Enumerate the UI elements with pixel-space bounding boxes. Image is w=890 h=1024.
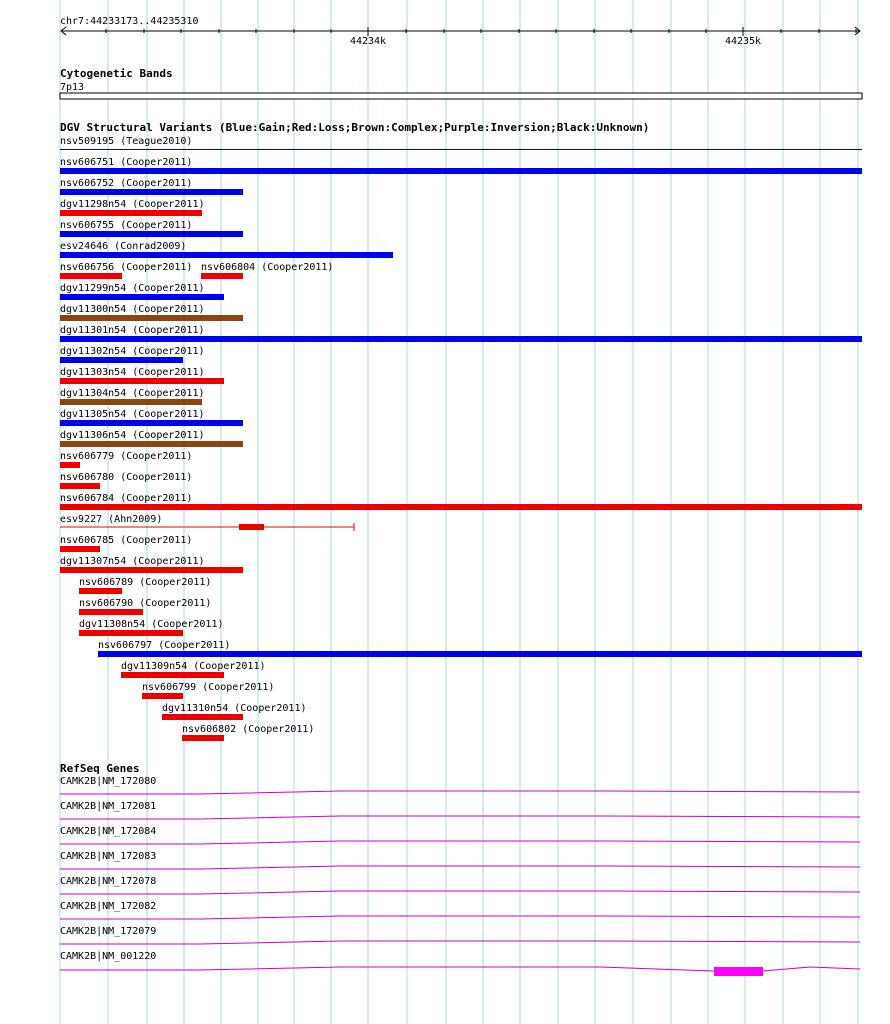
dgv-feature[interactable] bbox=[60, 346, 205, 363]
refseq-transcript-label: CAMK2B|NM_172078 bbox=[60, 876, 157, 887]
dgv-feature-label: nsv606755 (Cooper2011) bbox=[60, 220, 193, 231]
dgv-feature-label: dgv11307n54 (Cooper2011) bbox=[60, 556, 205, 567]
dgv-feature[interactable] bbox=[60, 409, 243, 426]
dgv-feature[interactable] bbox=[60, 430, 243, 447]
dgv-feature-bar bbox=[60, 441, 243, 447]
ruler-tick-label: 44235k bbox=[724, 36, 762, 47]
dgv-feature-label: nsv606799 (Cooper2011) bbox=[142, 682, 275, 693]
dgv-feature[interactable] bbox=[60, 535, 192, 552]
dgv-feature[interactable] bbox=[79, 577, 211, 594]
dgv-feature-bar bbox=[60, 252, 393, 258]
dgv-feature-label: dgv11302n54 (Cooper2011) bbox=[60, 346, 205, 357]
ruler-position-label: chr7:44233173..44235310 bbox=[60, 16, 199, 27]
dgv-feature-label: dgv11309n54 (Cooper2011) bbox=[121, 661, 266, 672]
dgv-feature-bar bbox=[60, 273, 122, 279]
dgv-feature-bar bbox=[60, 336, 862, 342]
cytoband-track-title: Cytogenetic Bands bbox=[60, 67, 173, 80]
dgv-feature-bar bbox=[60, 462, 80, 468]
cytoband-label: 7p13 bbox=[60, 82, 85, 93]
dgv-features bbox=[60, 136, 862, 741]
dgv-feature-bar bbox=[60, 231, 243, 237]
dgv-feature[interactable] bbox=[60, 514, 354, 531]
dgv-feature-label: dgv11304n54 (Cooper2011) bbox=[60, 388, 205, 399]
refseq-track-title: RefSeq Genes bbox=[60, 762, 140, 775]
dgv-feature-bar bbox=[60, 546, 100, 552]
dgv-feature-label: nsv606797 (Cooper2011) bbox=[98, 640, 231, 651]
dgv-feature-bar bbox=[182, 735, 224, 741]
dgv-feature-bar bbox=[60, 315, 243, 321]
refseq-transcript[interactable] bbox=[60, 926, 860, 944]
refseq-intron-line bbox=[60, 866, 860, 869]
refseq-intron-line bbox=[60, 841, 860, 844]
dgv-feature-bar bbox=[79, 609, 143, 615]
dgv-feature[interactable] bbox=[79, 598, 211, 615]
refseq-transcript[interactable] bbox=[60, 776, 860, 794]
dgv-feature-bar bbox=[60, 149, 862, 150]
dgv-track bbox=[60, 121, 862, 741]
refseq-transcript-label: CAMK2B|NM_172081 bbox=[60, 801, 157, 812]
dgv-feature[interactable] bbox=[60, 388, 205, 405]
dgv-feature[interactable] bbox=[60, 157, 862, 174]
dgv-feature[interactable] bbox=[60, 136, 862, 150]
dgv-feature[interactable] bbox=[60, 283, 224, 300]
dgv-feature-label: nsv606784 (Cooper2011) bbox=[60, 493, 193, 504]
dgv-feature-label: dgv11306n54 (Cooper2011) bbox=[60, 430, 205, 441]
dgv-feature[interactable] bbox=[79, 619, 224, 636]
dgv-feature[interactable] bbox=[201, 262, 333, 279]
cytoband-track bbox=[60, 67, 862, 99]
refseq-features bbox=[60, 776, 860, 976]
refseq-exon-block bbox=[714, 967, 763, 976]
dgv-feature-bar bbox=[60, 504, 862, 510]
dgv-feature[interactable] bbox=[60, 451, 192, 468]
refseq-transcript[interactable] bbox=[60, 851, 860, 869]
refseq-intron-line bbox=[60, 916, 860, 919]
dgv-feature-bar bbox=[60, 567, 243, 573]
refseq-track bbox=[60, 762, 860, 976]
dgv-feature-bar bbox=[60, 483, 100, 489]
dgv-feature-label: dgv11300n54 (Cooper2011) bbox=[60, 304, 205, 315]
dgv-feature-bar bbox=[162, 714, 243, 720]
dgv-feature-label: dgv11299n54 (Cooper2011) bbox=[60, 283, 205, 294]
dgv-feature-label: esv24646 (Conrad2009) bbox=[60, 241, 187, 252]
dgv-track-title: DGV Structural Variants (Blue:Gain;Red:Loss;Brown:Complex;Purple:Inversion;Black:Unknown) bbox=[60, 121, 650, 134]
dgv-feature-label: nsv606756 (Cooper2011) bbox=[60, 262, 193, 273]
dgv-feature-bar bbox=[79, 630, 183, 636]
dgv-feature-label: nsv606804 (Cooper2011) bbox=[201, 262, 334, 273]
refseq-transcript-label: CAMK2B|NM_172080 bbox=[60, 776, 157, 787]
dgv-feature[interactable] bbox=[121, 661, 266, 678]
dgv-feature-bar bbox=[60, 420, 243, 426]
refseq-transcript[interactable] bbox=[60, 901, 860, 919]
dgv-feature-bar bbox=[60, 378, 224, 384]
dgv-feature[interactable] bbox=[60, 178, 243, 195]
ruler[interactable] bbox=[60, 16, 860, 47]
dgv-feature-label: nsv606752 (Cooper2011) bbox=[60, 178, 193, 189]
dgv-feature[interactable] bbox=[60, 241, 393, 258]
dgv-feature[interactable] bbox=[98, 640, 862, 657]
refseq-intron-line bbox=[60, 941, 860, 944]
refseq-transcript-label: CAMK2B|NM_172079 bbox=[60, 926, 157, 937]
dgv-feature-bar bbox=[98, 651, 862, 657]
dgv-feature-bar bbox=[60, 189, 243, 195]
refseq-transcript[interactable] bbox=[60, 801, 860, 819]
dgv-feature[interactable] bbox=[60, 556, 243, 573]
dgv-feature-bar bbox=[79, 588, 122, 594]
dgv-feature[interactable] bbox=[182, 724, 314, 741]
dgv-feature-label: nsv509195 (Teague2010) bbox=[60, 136, 193, 147]
dgv-feature-label: nsv606779 (Cooper2011) bbox=[60, 451, 193, 462]
refseq-transcript-label: CAMK2B|NM_001220 bbox=[60, 951, 157, 962]
dgv-feature[interactable] bbox=[60, 367, 224, 384]
grid-lines bbox=[60, 0, 858, 1024]
dgv-feature-label: dgv11303n54 (Cooper2011) bbox=[60, 367, 205, 378]
dgv-feature-label: dgv11310n54 (Cooper2011) bbox=[162, 703, 307, 714]
dgv-feature-label: dgv11301n54 (Cooper2011) bbox=[60, 325, 205, 336]
dgv-feature[interactable] bbox=[60, 325, 862, 342]
refseq-intron-line bbox=[60, 791, 860, 794]
dgv-feature-label: nsv606785 (Cooper2011) bbox=[60, 535, 193, 546]
dgv-feature-label: nsv606802 (Cooper2011) bbox=[182, 724, 315, 735]
dgv-feature-bar bbox=[121, 672, 224, 678]
refseq-transcript-label: CAMK2B|NM_172083 bbox=[60, 851, 157, 862]
refseq-transcript[interactable] bbox=[60, 826, 860, 844]
dgv-feature[interactable] bbox=[60, 262, 192, 279]
dgv-feature-bar bbox=[201, 273, 243, 279]
dgv-feature-bar bbox=[60, 399, 202, 405]
ruler-tick-label: 44234k bbox=[349, 36, 387, 47]
refseq-intron-line bbox=[60, 816, 860, 819]
dgv-feature-label: dgv11308n54 (Cooper2011) bbox=[79, 619, 224, 630]
dgv-feature-bar bbox=[60, 210, 202, 216]
dgv-feature-block bbox=[239, 524, 264, 530]
refseq-transcript-label: CAMK2B|NM_172082 bbox=[60, 901, 157, 912]
refseq-intron-line bbox=[60, 891, 860, 894]
dgv-feature[interactable] bbox=[60, 199, 205, 216]
dgv-feature[interactable] bbox=[60, 220, 243, 237]
refseq-transcript[interactable] bbox=[60, 876, 860, 894]
dgv-feature-label: dgv11298n54 (Cooper2011) bbox=[60, 199, 205, 210]
cytoband-7p13[interactable] bbox=[60, 93, 862, 99]
dgv-feature-bar bbox=[60, 168, 862, 174]
dgv-feature-bar bbox=[60, 357, 183, 363]
refseq-transcript[interactable] bbox=[60, 951, 860, 976]
dgv-feature-label: esv9227 (Ahn2009) bbox=[60, 514, 163, 525]
dgv-feature[interactable] bbox=[60, 304, 243, 321]
dgv-feature-label: nsv606780 (Cooper2011) bbox=[60, 472, 193, 483]
dgv-feature-bar bbox=[142, 693, 183, 699]
dgv-feature[interactable] bbox=[60, 493, 862, 510]
dgv-feature-label: dgv11305n54 (Cooper2011) bbox=[60, 409, 205, 420]
dgv-feature-label: nsv606790 (Cooper2011) bbox=[79, 598, 212, 609]
dgv-feature-label: nsv606789 (Cooper2011) bbox=[79, 577, 212, 588]
dgv-feature-bar bbox=[60, 294, 224, 300]
dgv-feature[interactable] bbox=[142, 682, 274, 699]
dgv-feature[interactable] bbox=[162, 703, 307, 720]
refseq-transcript-label: CAMK2B|NM_172084 bbox=[60, 826, 157, 837]
dgv-feature-label: nsv606751 (Cooper2011) bbox=[60, 157, 193, 168]
dgv-feature[interactable] bbox=[60, 472, 192, 489]
